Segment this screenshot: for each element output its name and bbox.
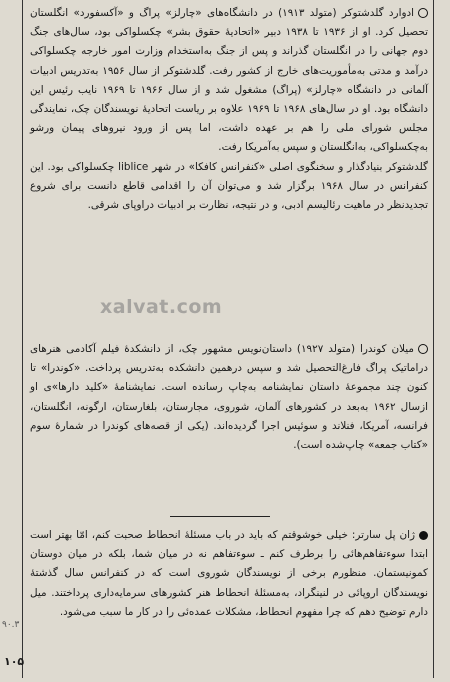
page-number: ۱۰۵	[4, 655, 25, 668]
open-circle-bullet-icon	[418, 8, 428, 18]
paragraph-text: ادوارد گلدشتوکر (متولد ۱۹۱۳) در دانشگاه‌های «چارلز» پراگ و «آکسفورد» انگلستان تحصیل کرد. او از ۱۹۳۶ تا ۱۹۳۸ دبیر «اتحادیهٔ حقوق بشر» چکسلواکی بود، سال‌های جنگ دوم جهانی را در انگلستان گذراند و پس از جنگ به‌استخدام وزارت امور خارجه چکسلواکی درآمد و مدتی به‌مأموریت‌های خارج از کشور رفت. گلدشتوکر از سال ۱۹۵۶ به‌تدریس ادبیات آلمانی در دانشگاه «چارلز» (پراگ) مشغول شد و از سال ۱۹۶۶ تا ۱۹۶۹ نایب رئیس این دانشگاه بود. او در سال‌های ۱۹۶۸ تا ۱۹۶۹ علاوه بر ریاست اتحادیهٔ نویسندگان چک، نمایندگی مجلس شورای ملی را هم بر عهده داشت، اما پس از ورود نیروهای پیمان ورشو به‌چکسلواکی، به‌انگلستان و سپس به‌آمریکا رفت.	[30, 7, 429, 154]
open-circle-bullet-icon	[418, 344, 428, 354]
paragraph-kundera-bio	[30, 340, 428, 455]
section-kundera	[30, 340, 428, 455]
section-goldstucker	[30, 4, 428, 215]
paragraph-text: میلان کوندرا (متولد ۱۹۲۷) داستان‌نویس مشهور چک، از دانشکدهٔ فیلم آکادمی هنرهای دراماتیک پراگ فارغ‌التحصیل شد و سپس درهمین دانشکده به‌تدریس پرداخت. «کوندرا» تا کنون چند مجموعهٔ داستان نمایشنامه به‌چاپ رسانده است. نمایشنامهٔ «کلید دارها»ی او ازسال ۱۹۶۲ به‌بعد در کشورهای آلمان، شوروی، مجارستان، بلغارستان، ارگونه، انگلستان، فرانسه، آمریکا، فنلاند و سوئیس اجرا گردیده‌اند. (یکی از قصه‌های کوندرا در شمارهٔ سوم «کتاب جمعه» چاپ‌شده است).	[30, 343, 428, 452]
margin-mark: ۹۰.۳	[2, 620, 20, 630]
section-sartre	[30, 526, 428, 622]
paragraph-goldstucker-bio	[30, 4, 428, 158]
paragraph-kafka-conference	[30, 158, 428, 216]
section-divider	[170, 516, 270, 517]
paragraph-text: ژان پل سارتر: خیلی خوشوقتم که باید در باب مسئلهٔ انحطاط صحبت کنم، امّا بهتر است ابتدا سوءتفاهم‌هائی را برطرف کنم ـ سوءتفاهم نه در میان شما، بلکه در میان دوستان کمونیستمان. منظورم برخی از نویسندگان شوروی است که در کنفرانس سال گذشتهٔ نویسندگان اروپائی در لنینگراد، به‌مسئلهٔ انحطاط هنر کشورهای سرمایه‌داری پرداختند. میل دارم توضیح دهم که چرا مفهوم انحطاط، مشکلات عمده‌ئی را در کار ما سبب می‌شود.	[30, 529, 428, 618]
watermark: xalvat.com	[100, 296, 223, 318]
paragraph-text: گلدشتوکر بنیادگذار و سخنگوی اصلی «کنفرانس کافکا» در شهر liblice چکسلواکی بود. این کنفرانس در سال ۱۹۶۸ برگزار شد و می‌توان آن را اقدامی قاطع دانست برای شروع تجدیدنظر در ماهیت رئالیسم ادبی، و در نتیجه، نظارت بر ادبیات دراوپای شرقی.	[30, 160, 428, 212]
paragraph-sartre-quote	[30, 526, 428, 622]
filled-circle-bullet-icon	[419, 531, 428, 540]
